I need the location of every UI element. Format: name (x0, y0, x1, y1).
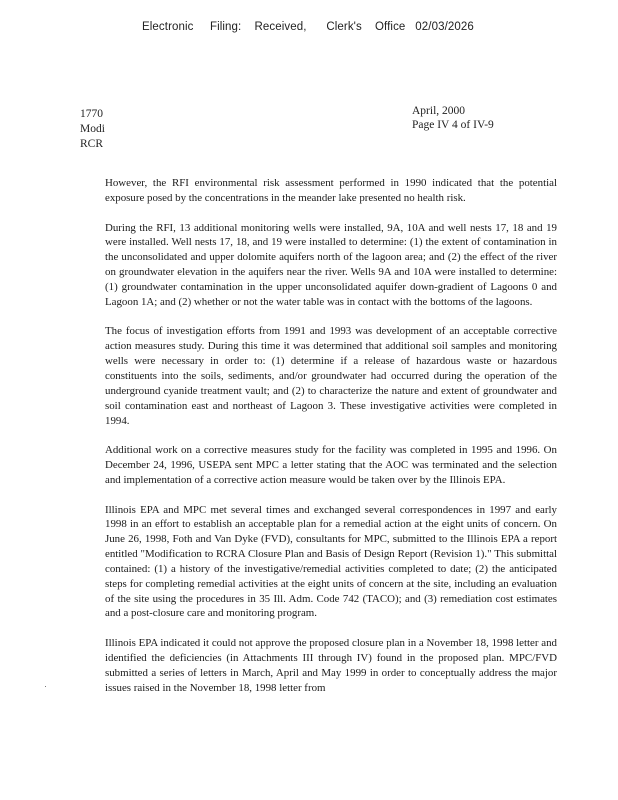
header-date: April, 2000 (412, 105, 466, 117)
body-paragraph: The focus of investigation efforts from 1991 and 1993 was development of an acceptable corrective action measures study. During this time it was determined that additional soil samples and monitoring wells were necessary in order to: (1) determine if a release of hazardous waste or hazardous constituents into the soils, sediments, and/or groundwater had occurred during the operation of the underground cyanide treatment vault; and (2) to characterize the nature and extent of groundwater and soil contamination east and northeast of Lagoon 3. These investigative activities were completed in 1994. (105, 325, 557, 427)
body-paragraph: During the RFI, 13 additional monitoring wells were installed, 9A, 10A and well nests 17, 18 and 19 were installed. Well nests 17, 18, and 19 were installed to determine: (1) the extent of contamination in the unconsolidated and upper dolomite aquifers north of the lagoon area; and (2) the effect of the river on groundwater elevation in the aquifers near the river. Wells 9A and 10A were installed to determine: (1) groundwater contamination in the upper unconsolidated aquifer down-gradient of Lagoons 0 and Lagoon 1A; and (2) whether or not the water table was in contact with the bottoms of the lagoons. (105, 221, 557, 308)
filing-stamp: Electronic Filing: Received, Clerk's Office 02/03/2026 (142, 21, 474, 33)
header-left-line: RCR (80, 138, 104, 150)
scan-speck (45, 686, 46, 687)
header-right-block (412, 104, 494, 132)
header-left-block (80, 107, 105, 152)
body-paragraph: Additional work on a corrective measures study for the facility was completed in 1995 and 1996. On December 24, 1996, USEPA sent MPC a letter stating that the AOC was terminated and the selection and implementation of a corrective action measure would be taken over by the Illinois EPA. (105, 444, 557, 486)
document-body (105, 176, 557, 710)
header-left-line: 1770 (80, 108, 103, 120)
body-paragraph: Illinois EPA indicated it could not approve the proposed closure plan in a November 18, 1998 letter and identified the deficiencies (in Attachments III through IV) found in the proposed plan. MPC/FVD submitted a series of letters in March, April and May 1999 in order to conceptually address the major issues raised in the November 18, 1998 letter from (105, 637, 557, 694)
header-page-number: Page IV 4 of IV-9 (412, 119, 494, 131)
header-left-line: Modi (80, 123, 105, 135)
body-paragraph: However, the RFI environmental risk assessment performed in 1990 indicated that the potential exposure posed by the concentrations in the meander lake presented no health risk. (105, 177, 557, 204)
body-paragraph: Illinois EPA and MPC met several times and exchanged several correspondences in 1997 and early 1998 in an effort to establish an acceptable plan for a remedial action at the eight units of concern. On June 26, 1998, Foth and Van Dyke (FVD), consultants for MPC, submitted to the Illinois EPA a report entitled "Modification to RCRA Closure Plan and Basis of Design Report (Revision 1)." This submittal contained: (1) a history of the investigative/remedial activities completed to date; (2) the anticipated steps for completing remedial activities at the eight units of concern at the site, including an evaluation of the site using the procedures in 35 Ill. Adm. Code 742 (TACO); and (3) remediation cost estimates and a post-closure care and monitoring program. (105, 503, 557, 620)
